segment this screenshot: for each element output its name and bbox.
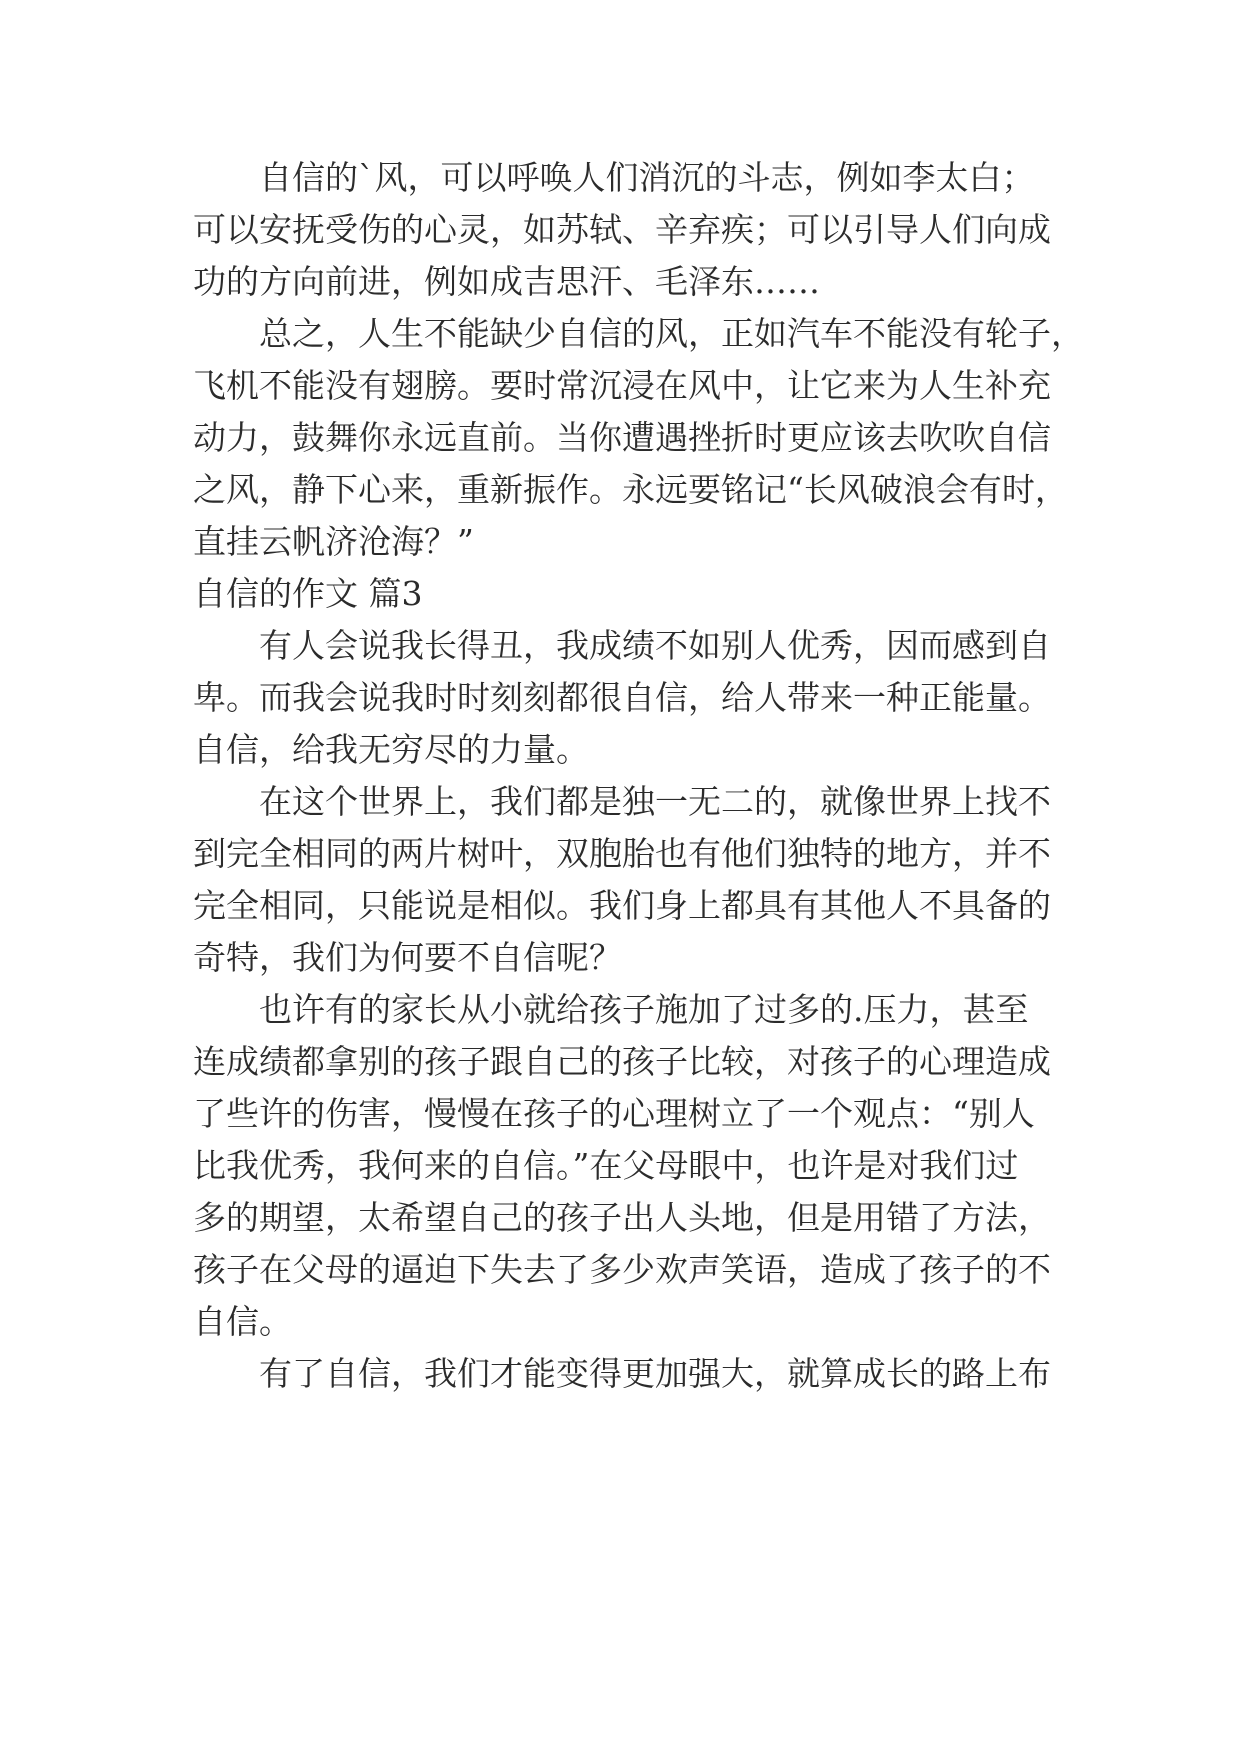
paragraph	[193, 152, 1073, 308]
text-line: 到完全相同的两片树叶，双胞胎也有他们独特的地方，并不	[193, 834, 1051, 873]
text-line: 直挂云帆济沧海？”	[193, 522, 474, 561]
section-title: 自信的作文 篇3	[193, 574, 423, 613]
text-line: 在这个世界上，我们都是独一无二的，就像世界上找不	[259, 782, 1051, 821]
text-line: 完全相同，只能说是相似。我们身上都具有其他人不具备的	[193, 886, 1051, 925]
text-line: 有了自信，我们才能变得更加强大，就算成长的路上布	[259, 1354, 1051, 1393]
paragraph	[193, 776, 1073, 984]
text-line: 自信，给我无穷尽的力量。	[193, 730, 589, 769]
text-line: 总之，人生不能缺少自信的风，正如汽车不能没有轮子，	[259, 314, 1084, 353]
text-line: 飞机不能没有翅膀。要时常沉浸在风中，让它来为人生补充	[193, 366, 1051, 405]
text-line: 比我优秀，我何来的自信。”在父母眼中，也许是对我们过	[193, 1146, 1019, 1185]
text-line: 多的期望，太希望自己的孩子出人头地，但是用错了方法，	[193, 1198, 1051, 1237]
text-line: 自信。	[193, 1302, 292, 1341]
essay-body	[193, 152, 1084, 1400]
text-line: 奇特，我们为何要不自信呢？	[193, 938, 622, 977]
paragraph	[193, 620, 1073, 776]
text-line: 自信的`风，可以呼唤人们消沉的斗志，例如李太白；	[259, 158, 1035, 197]
paragraph	[193, 984, 1073, 1348]
text-line: 之风，静下心来，重新振作。永远要铭记“长风破浪会有时，	[193, 470, 1068, 509]
paragraph	[193, 1348, 1073, 1400]
text-line: 功的方向前进，例如成吉思汗、毛泽东……	[193, 262, 820, 301]
text-line: 了些许的伤害，慢慢在孩子的心理树立了一个观点：“别人	[193, 1094, 1035, 1133]
text-line: 可以安抚受伤的心灵，如苏轼、辛弃疾；可以引导人们向成	[193, 210, 1051, 249]
text-line: 连成绩都拿别的孩子跟自己的孩子比较，对孩子的心理造成	[193, 1042, 1051, 1081]
text-line: 孩子在父母的逼迫下失去了多少欢声笑语，造成了孩子的不	[193, 1250, 1051, 1289]
text-line: 有人会说我长得丑，我成绩不如别人优秀，因而感到自	[259, 626, 1051, 665]
text-line: 也许有的家长从小就给孩子施加了过多的.压力，甚至	[259, 990, 1029, 1029]
paragraph	[193, 308, 1084, 568]
text-line: 动力，鼓舞你永远直前。当你遭遇挫折时更应该去吹吹自信	[193, 418, 1051, 457]
text-line: 卑。而我会说我时时刻刻都很自信，给人带来一种正能量。	[193, 678, 1051, 717]
